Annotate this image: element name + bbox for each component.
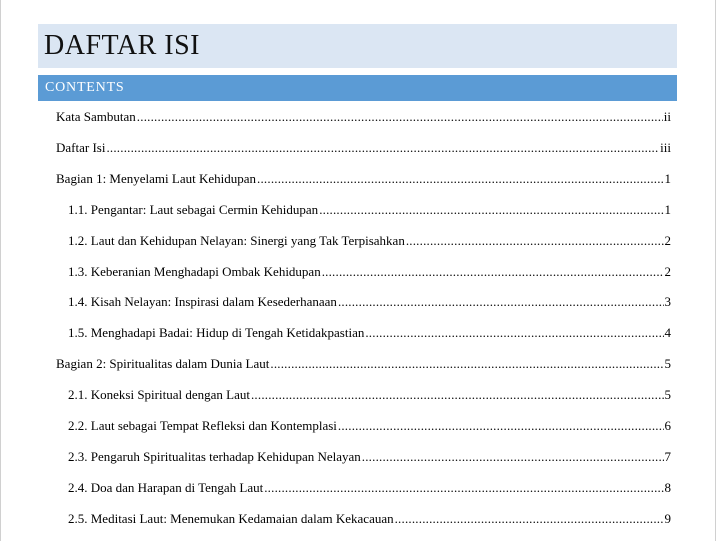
toc-entry[interactable] [56, 139, 671, 157]
toc-entry-label: Daftar Isi [56, 140, 106, 155]
toc-leader-dots [106, 139, 659, 157]
toc-entry[interactable] [56, 108, 671, 126]
toc-leader-dots [264, 479, 663, 497]
toc-entry-label: 2.5. Meditasi Laut: Menemukan Kedamaian dalam Kekacauan [68, 511, 394, 526]
toc-entry[interactable] [56, 170, 671, 188]
toc-entry-label: 2.3. Pengaruh Spiritualitas terhadap Kehidupan Nelayan [68, 449, 361, 464]
toc-entry-label: Kata Sambutan [56, 109, 136, 124]
toc-leader-dots [137, 108, 663, 126]
toc-entry[interactable] [68, 324, 671, 342]
toc-entry-label: 1.1. Pengantar: Laut sebagai Cermin Kehidupan [68, 202, 319, 217]
toc-entry[interactable] [68, 293, 671, 311]
toc-entry[interactable] [68, 386, 671, 404]
toc-entry-label: Bagian 1: Menyelami Laut Kehidupan [56, 171, 257, 186]
toc-entry[interactable] [68, 417, 671, 435]
toc-leader-dots [406, 232, 664, 250]
toc-entry-page-number: iii [660, 140, 671, 155]
toc-leader-dots [395, 510, 664, 528]
toc-entry-page-number: 1 [664, 171, 671, 186]
page-title: DAFTAR ISI [44, 30, 200, 61]
toc-leader-dots [251, 386, 664, 404]
toc-entry-page-number: 2 [664, 264, 671, 279]
toc-entry-label: 1.3. Keberanian Menghadapi Ombak Kehidupan [68, 264, 321, 279]
toc-entry-page-number: 2 [664, 233, 671, 248]
toc-entry-page-number: ii [663, 109, 671, 124]
toc-entry-page-number: 8 [664, 480, 671, 495]
toc-leader-dots [270, 355, 663, 373]
toc-entry-page-number: 7 [664, 449, 671, 464]
toc-entry-label: 2.4. Doa dan Harapan di Tengah Laut [68, 480, 264, 495]
toc-leader-dots [362, 448, 664, 466]
toc-entry-label: 2.1. Koneksi Spiritual dengan Laut [68, 387, 250, 402]
toc-entry-label: 1.2. Laut dan Kehidupan Nelayan: Sinergi yang Tak Terpisahkan [68, 233, 405, 248]
toc-entry-label: Bagian 2: Spiritualitas dalam Dunia Laut [56, 356, 270, 371]
toc-entry-page-number: 5 [664, 387, 671, 402]
toc-entry[interactable] [56, 355, 671, 373]
toc-entry-label: 2.2. Laut sebagai Tempat Refleksi dan Kontemplasi [68, 418, 337, 433]
toc-leader-dots [322, 263, 664, 281]
toc-entry-page-number: 9 [664, 511, 671, 526]
toc-leader-dots [338, 293, 664, 311]
toc-entry-page-number: 4 [664, 325, 671, 340]
toc-entry-page-number: 1 [664, 202, 671, 217]
toc-entry[interactable] [68, 479, 671, 497]
contents-heading: CONTENTS [45, 80, 125, 95]
toc-entry[interactable] [68, 263, 671, 281]
toc-entry[interactable] [68, 510, 671, 528]
toc-entry-label: 1.4. Kisah Nelayan: Inspirasi dalam Kesederhanaan [68, 294, 337, 309]
toc-entry-page-number: 5 [664, 356, 671, 371]
toc-entry[interactable] [68, 448, 671, 466]
toc-leader-dots [365, 324, 663, 342]
toc-entry-page-number: 3 [664, 294, 671, 309]
toc-leader-dots [338, 417, 664, 435]
toc-entry-page-number: 6 [664, 418, 671, 433]
toc-entry[interactable] [68, 232, 671, 250]
toc-entry[interactable] [68, 201, 671, 219]
toc-leader-dots [319, 201, 663, 219]
toc-entry-label: 1.5. Menghadapi Badai: Hidup di Tengah Ketidakpastian [68, 325, 365, 340]
toc-leader-dots [257, 170, 663, 188]
